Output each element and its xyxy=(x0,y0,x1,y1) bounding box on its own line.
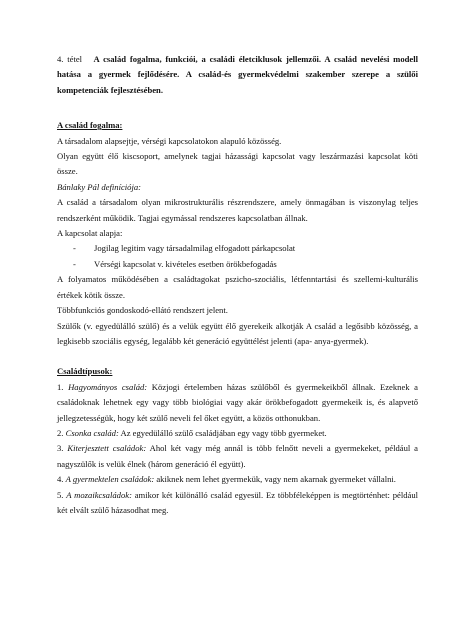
list-item: 1. Hagyományos család: Közjogi értelemben házas szülőből és gyermekeikből állnak. Ezeknek a családoknak lehetnek egy vagy több biológiai vagy akár örökbefogadott gyermekeik is, és alapvető jellegzetességük, hogy két szülő neveli fel őket együtt, a közös otthonukban. xyxy=(57,381,418,423)
paragraph: Szülők (v. egyedülálló szülő) és a velük együtt élő gyerekeik alkotják A család a legősibb közösség, a legkisebb szociális egység, legalább két generáció együttélést jelenti (apa- anya-gyermek). xyxy=(57,320,418,346)
title-number: 4. tétel xyxy=(57,54,83,64)
list-item: - Jogilag legitim vagy társadalmilag elfogadott párkapcsolat xyxy=(73,243,296,254)
section-heading-family-types: Családtípusok: xyxy=(57,366,113,377)
paragraph: A folyamatos működésében a családtagokat pszicho-szociális, létfenntartási és szellemi-kulturális értékek kötik össze. xyxy=(57,274,418,300)
bullet-list xyxy=(57,241,418,272)
section-heading-family-concept: A család fogalma: xyxy=(57,120,123,131)
list-item: 4. A gyermektelen családok: akiknek nem lehet gyermekük, vagy nem akarnak gyermeket vállalni. xyxy=(57,474,396,485)
list-item: 3. Kiterjesztett családok: Ahol két vagy még annál is több felnőtt neveli a gyermekeket, például a nagyszülők is velük élnek (három generáció él együtt). xyxy=(57,443,419,469)
paragraph: A család a társadalom olyan mikrostrukturális részrendszere, amely önmagában is viszonylag teljes rendszerként működik. Tagjai egymással rendszeres kapcsolatban állnak. xyxy=(57,197,418,223)
paragraph: Többfunkciós gondoskodó-ellátó rendszert jelent. xyxy=(57,305,228,316)
list-item: 2. Csonka család: Az egyedülálló szülő családjában egy vagy több gyermeket. xyxy=(57,427,327,438)
document-title xyxy=(57,52,418,98)
list-item: - Vérségi kapcsolat v. kivételes esetben örökbefogadás xyxy=(73,258,277,269)
paragraph: A kapcsolat alapja: xyxy=(57,228,123,239)
paragraph: Olyan együtt élő kiscsoport, amelynek tagjai házassági kapcsolat vagy leszármazási kapcsolat köti össze. xyxy=(57,151,418,177)
paragraph: A társadalom alapsejtje, vérségi kapcsolatokon alapuló közösség. xyxy=(57,135,282,146)
definition-label: Bánlaky Pál definíciója: xyxy=(57,181,142,192)
title-text: A család fogalma, funkciói, a családi életciklusok jellemzői. A család nevelési modell hatása a gyermek fejlődésére. A család-és gyermekvédelmi szakember szerepe a szülői kompetenciák fejlesztésében. xyxy=(57,54,418,95)
list-item: 5. A mozaikcsaládok: amikor két különálló család egyesül. Ez többféleképpen is megtörténhet: például két elvált szülő házasodhat meg. xyxy=(57,489,419,515)
